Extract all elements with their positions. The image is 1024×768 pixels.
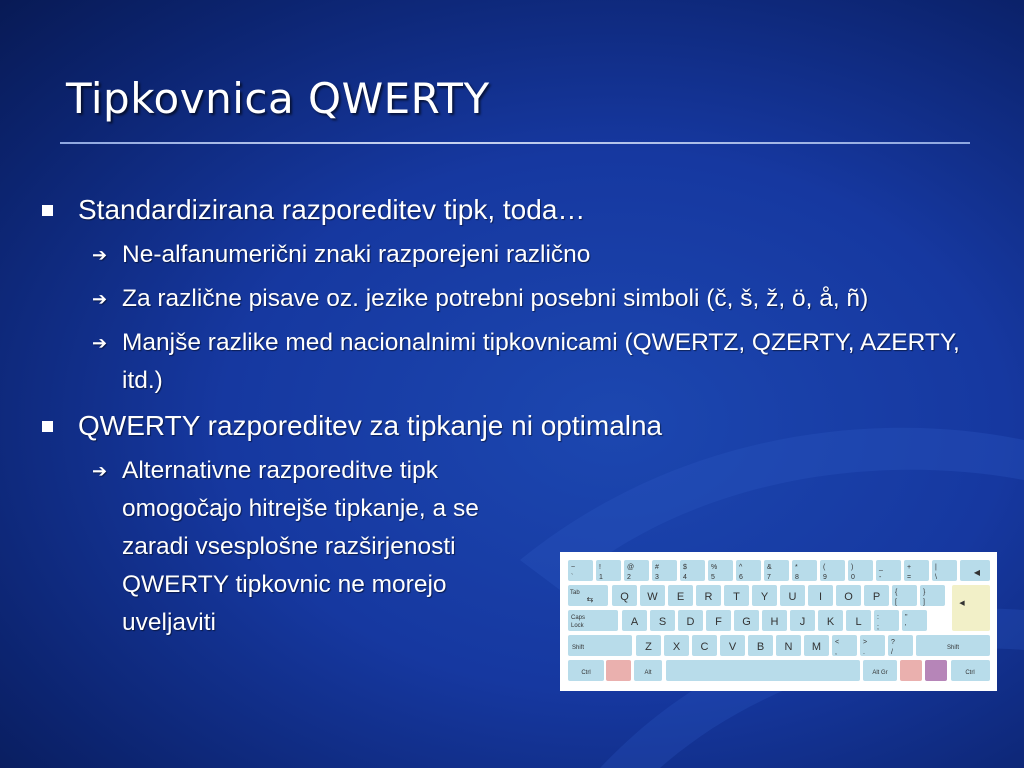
- tab-arrow-icon: ⇆: [586, 595, 594, 604]
- sub-bullet-1-2: [92, 280, 988, 318]
- key-label: Q: [620, 591, 629, 603]
- key-bottom-label: /: [891, 649, 893, 656]
- key-label: P: [872, 591, 881, 603]
- key-bottom-label: 5: [711, 574, 715, 581]
- key-bottom-label: 7: [767, 574, 771, 581]
- key-bottom-label: ]: [923, 599, 925, 606]
- key-label: R: [704, 591, 713, 603]
- caps-lock-label: Lock: [571, 623, 584, 629]
- key-top-label: (: [823, 564, 826, 571]
- key-label: H: [770, 616, 779, 628]
- key-bottom-label: 1: [599, 574, 603, 581]
- key-label: O: [844, 591, 853, 603]
- right-shift-label: Shift: [946, 645, 960, 651]
- key-label: S: [658, 616, 667, 628]
- enter-arrow-icon: ◀: [959, 600, 965, 607]
- key-top-label: :: [877, 614, 879, 621]
- left-ctrl-label: Ctrl: [581, 670, 591, 676]
- key-label: V: [728, 641, 737, 653]
- menu-key: [925, 660, 947, 681]
- key-top-label: &: [767, 564, 772, 571]
- key-label: Y: [760, 591, 769, 603]
- key-label: C: [700, 641, 709, 653]
- caps-lock-label: Caps: [571, 615, 586, 621]
- left-windows-key: [606, 660, 631, 681]
- key-bottom-label: 9: [823, 574, 827, 581]
- key-label: U: [788, 591, 797, 603]
- key-label: B: [756, 641, 765, 653]
- key-bottom-label: [: [895, 599, 897, 606]
- key-bottom-label: .: [863, 649, 865, 656]
- arrow-bullet-icon: ➔: [92, 333, 108, 353]
- key-bottom-label: 4: [683, 574, 687, 581]
- qwerty-keyboard-image: [560, 552, 997, 691]
- key-bottom-label: 6: [739, 574, 743, 581]
- key-top-label: <: [835, 639, 840, 646]
- key-label: M: [811, 641, 822, 653]
- backspace-arrow-icon: ◀: [973, 568, 981, 577]
- key-bottom-label: 0: [851, 574, 855, 581]
- arrow-bullet-icon: ➔: [92, 289, 108, 309]
- square-bullet-icon: [42, 421, 53, 432]
- key-label: N: [784, 641, 793, 653]
- tab-key-label: Tab: [570, 590, 580, 596]
- key-label: K: [826, 616, 835, 628]
- square-bullet-icon: [42, 205, 53, 216]
- key-bottom-label: 2: [627, 574, 631, 581]
- key-top-label: ?: [891, 639, 895, 646]
- key-label: G: [742, 616, 751, 628]
- key-label: Z: [645, 641, 652, 653]
- sub-bullet-1-2-text: Za različne pisave oz. jezike potrebni posebni simboli (č, š, ž, ö, å, ñ): [122, 285, 869, 312]
- key-label: X: [672, 641, 681, 653]
- key-label: W: [647, 591, 658, 603]
- key-top-label: @: [627, 564, 635, 571]
- sub-bullet-1-3-text: Manjše razlike med nacionalnimi tipkovnicami (QWERTZ, QZERTY, AZERTY, itd.): [122, 329, 960, 394]
- key-top-label: ~: [571, 564, 576, 571]
- enter-key: [952, 585, 990, 631]
- key-bottom-label: 8: [795, 574, 799, 581]
- key-top-label: }: [923, 589, 926, 596]
- bullet-1-text: Standardizirana razporeditev tipk, toda…: [78, 194, 586, 225]
- key-label: A: [630, 616, 639, 628]
- sub-bullet-1-1-text: Ne-alfanumerični znaki razporejeni različno: [122, 241, 591, 268]
- key-top-label: >: [863, 639, 868, 646]
- key-bottom-label: ': [905, 624, 907, 631]
- key-top-label: $: [683, 564, 687, 571]
- key-bottom-label: `: [571, 574, 574, 581]
- key-bottom-label: =: [907, 574, 912, 581]
- space-bar: [666, 660, 860, 681]
- sub-bullet-1-3: [92, 324, 988, 400]
- key-label: F: [715, 616, 722, 628]
- right-windows-key: [900, 660, 922, 681]
- arrow-bullet-icon: ➔: [92, 245, 108, 265]
- key-label: D: [686, 616, 695, 628]
- key-bottom-label: ,: [835, 649, 837, 656]
- slide-title: Tipkovnica QWERTY: [66, 74, 490, 123]
- sub-bullet-1-1: [92, 236, 988, 274]
- key-top-label: +: [907, 564, 912, 571]
- key-top-label: _: [879, 564, 883, 571]
- key-top-label: |: [935, 564, 937, 571]
- alt-gr-key-label: Alt Gr: [872, 670, 888, 676]
- key-bottom-label: ;: [877, 624, 879, 631]
- key-bottom-label: \: [935, 574, 937, 581]
- key-top-label: *: [795, 564, 798, 571]
- key-bottom-label: -: [879, 574, 882, 581]
- bullet-2-text: QWERTY razporeditev za tipkanje ni optimalna: [78, 410, 663, 441]
- bullet-2: [38, 406, 988, 446]
- key-top-label: ^: [739, 564, 743, 571]
- arrow-bullet-icon: ➔: [92, 461, 108, 481]
- key-top-label: !: [599, 564, 601, 571]
- key-bottom-label: 3: [655, 574, 659, 581]
- key-top-label: ): [851, 564, 854, 571]
- key-label: L: [855, 616, 862, 628]
- key-top-label: {: [895, 589, 898, 596]
- right-ctrl-label: Ctrl: [965, 670, 975, 676]
- key-label: I: [818, 591, 823, 603]
- title-divider: [60, 142, 970, 144]
- key-top-label: ": [905, 614, 908, 621]
- sub-bullet-2-1-text: Alternativne razporeditve tipk omogočajo hitrejše tipkanje, a se zaradi vsesplošne razširjenosti QWERTY tipkovnic ne morejo uveljaviti: [122, 457, 479, 636]
- sub-bullet-2-1: [92, 452, 532, 642]
- key-label: J: [799, 616, 806, 628]
- key-label: T: [733, 591, 740, 603]
- key-label: E: [676, 591, 685, 603]
- left-shift-label: Shift: [572, 645, 585, 651]
- alt-key-label: Alt: [644, 670, 652, 676]
- key-top-label: #: [655, 564, 659, 571]
- key-top-label: %: [711, 564, 718, 571]
- bullet-1: [38, 190, 988, 230]
